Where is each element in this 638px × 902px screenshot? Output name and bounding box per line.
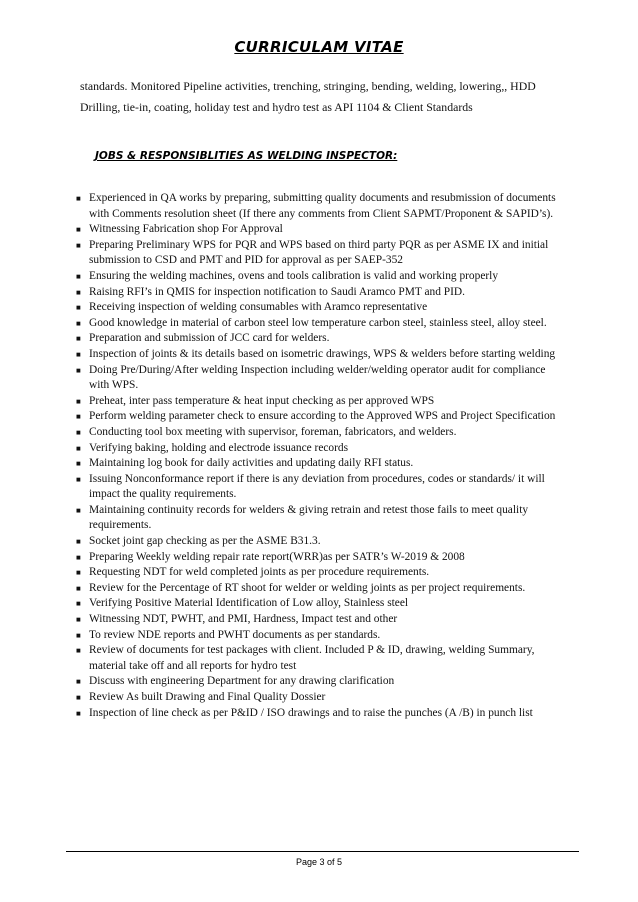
list-item-text: Review As built Drawing and Final Quality Dossier	[89, 691, 326, 703]
section-heading: JOBS & RESPONSIBLITIES AS WELDING INSPECTOR:	[95, 150, 398, 162]
list-item-text: Ensuring the welding machines, ovens and tools calibration is valid and working properly	[89, 269, 499, 282]
square-bullet-icon: ■	[76, 615, 81, 625]
list-item	[76, 550, 566, 566]
list-item-text: Socket joint gap checking as per the ASME B31.3.	[89, 535, 321, 548]
list-item-text: Witnessing Fabrication shop For Approval	[89, 223, 283, 236]
list-item-text: Experienced in QA works by preparing, submitting quality documents and resubmission of documents with Comments resolution sheet (If there any comments from Client SAPMT/Proponent & SAPID’s).	[89, 192, 556, 220]
list-item-text: Inspection of joints & its details based on isometric drawings, WPS & welders before starting welding	[89, 347, 556, 360]
list-item	[76, 472, 566, 503]
list-item-text: Raising RFI’s in QMIS for inspection notification to Saudi Aramco PMT and PID.	[89, 285, 465, 298]
list-item-text: Issuing Nonconformance report if there is any deviation from procedures, codes or standards/ it will impact the quality requirements.	[89, 472, 545, 501]
square-bullet-icon: ■	[76, 583, 81, 593]
list-item	[76, 222, 566, 238]
list-item-text: Maintaining log book for daily activities and updating daily RFI status.	[89, 457, 414, 470]
square-bullet-icon: ■	[76, 599, 81, 609]
list-item-text: Witnessing NDT, PWHT, and PMI, Hardness, Impact test and other	[89, 613, 398, 626]
square-bullet-icon: ■	[76, 412, 81, 422]
list-item-text: Inspection of line check as per P&ID / ISO drawings and to raise the punches (A /B) in punch list	[89, 706, 533, 719]
list-item-text: Review of documents for test packages with client. Included P & ID, drawing, welding Summary, material take off and all reports for hydro test	[89, 644, 535, 672]
square-bullet-icon: ■	[76, 240, 81, 250]
list-item-text: Good knowledge in material of carbon steel low temperature carbon steel, stainless steel, alloy steel.	[89, 316, 547, 329]
list-item	[76, 456, 566, 472]
page-title: CURRICULAM VITAE	[234, 38, 404, 56]
square-bullet-icon: ■	[76, 537, 81, 547]
list-item-text: Review for the Percentage of RT shoot for welder or welding joints as per project requirements.	[89, 581, 526, 594]
list-item	[76, 191, 566, 222]
list-item-text: Perform welding parameter check to ensure according to the Approved WPS and Project Specification	[89, 410, 556, 423]
list-item	[76, 269, 566, 285]
square-bullet-icon: ■	[76, 630, 81, 640]
intro-line: Drilling, tie-in, coating, holiday test and hydro test as API 1104 & Client Standards	[80, 100, 473, 114]
list-item-text: To review NDE reports and PWHT documents as per standards.	[89, 628, 381, 641]
list-item	[76, 238, 566, 269]
intro-paragraph	[80, 76, 560, 118]
list-item	[76, 394, 566, 410]
list-item-text: Verifying Positive Material Identification of Low alloy, Stainless steel	[89, 597, 409, 610]
intro-line: standards. Monitored Pipeline activities, trenching, stringing, bending, welding, lowering,, HDD	[80, 79, 536, 93]
list-item	[76, 331, 566, 347]
list-item	[76, 674, 566, 690]
square-bullet-icon: ■	[76, 303, 81, 313]
list-item	[76, 628, 566, 644]
list-item	[76, 425, 566, 441]
square-bullet-icon: ■	[76, 427, 81, 437]
square-bullet-icon: ■	[76, 459, 81, 469]
list-item	[76, 690, 566, 706]
responsibilities-list	[76, 191, 566, 721]
square-bullet-icon: ■	[76, 708, 81, 718]
page-number: Page 3 of 5	[295, 857, 343, 867]
list-item	[76, 581, 566, 597]
square-bullet-icon: ■	[76, 225, 81, 235]
list-item	[76, 285, 566, 301]
list-item	[76, 643, 566, 674]
list-item	[76, 503, 566, 534]
square-bullet-icon: ■	[76, 349, 81, 359]
square-bullet-icon: ■	[76, 287, 81, 297]
list-item	[76, 300, 566, 316]
list-item	[76, 596, 566, 612]
square-bullet-icon: ■	[76, 365, 81, 375]
list-item-text: Preparing Weekly welding repair rate report(WRR)as per SATR’s W-2019 & 2008	[89, 550, 465, 563]
list-item	[76, 363, 566, 394]
list-item	[76, 441, 566, 457]
list-item-text: Discuss with engineering Department for any drawing clarification	[89, 675, 395, 688]
square-bullet-icon: ■	[76, 318, 81, 328]
square-bullet-icon: ■	[76, 396, 81, 406]
square-bullet-icon: ■	[76, 505, 81, 515]
list-item	[76, 706, 566, 722]
square-bullet-icon: ■	[76, 693, 81, 702]
square-bullet-icon: ■	[76, 474, 81, 484]
square-bullet-icon: ■	[76, 552, 81, 562]
list-item-text: Preparation and submission of JCC card for welders.	[89, 332, 330, 345]
list-item-text: Conducting tool box meeting with supervisor, foreman, fabricators, and welders.	[89, 425, 457, 438]
list-item	[76, 347, 566, 363]
square-bullet-icon: ■	[76, 443, 81, 453]
list-item	[76, 409, 566, 425]
square-bullet-icon: ■	[76, 646, 81, 656]
square-bullet-icon: ■	[76, 271, 81, 281]
list-item	[76, 612, 566, 628]
list-item-text: Requesting NDT for weld completed joints as per procedure requirements.	[89, 566, 430, 579]
list-item	[76, 534, 566, 550]
list-item-text: Verifying baking, holding and electrode issuance records	[89, 441, 349, 454]
list-item-text: Maintaining continuity records for welders & giving retrain and retest those fails to meet quality requirements.	[89, 503, 529, 532]
list-item-text: Doing Pre/During/After welding Inspection including welder/welding operator audit for compliance with WPS.	[89, 363, 546, 392]
square-bullet-icon: ■	[76, 568, 81, 578]
footer-divider	[66, 851, 579, 852]
list-item-text: Preparing Preliminary WPS for PQR and WPS based on third party PQR as per ASME IX and initial submission to CSD and PMT and PID for approval as per SAEP-352	[89, 238, 549, 267]
list-item	[76, 565, 566, 581]
list-item-text: Receiving inspection of welding consumables with Aramco representative	[89, 301, 428, 314]
square-bullet-icon: ■	[76, 194, 81, 203]
square-bullet-icon: ■	[76, 677, 81, 687]
square-bullet-icon: ■	[76, 334, 81, 344]
list-item	[76, 316, 566, 332]
list-item-text: Preheat, inter pass temperature & heat input checking as per approved WPS	[89, 394, 435, 407]
